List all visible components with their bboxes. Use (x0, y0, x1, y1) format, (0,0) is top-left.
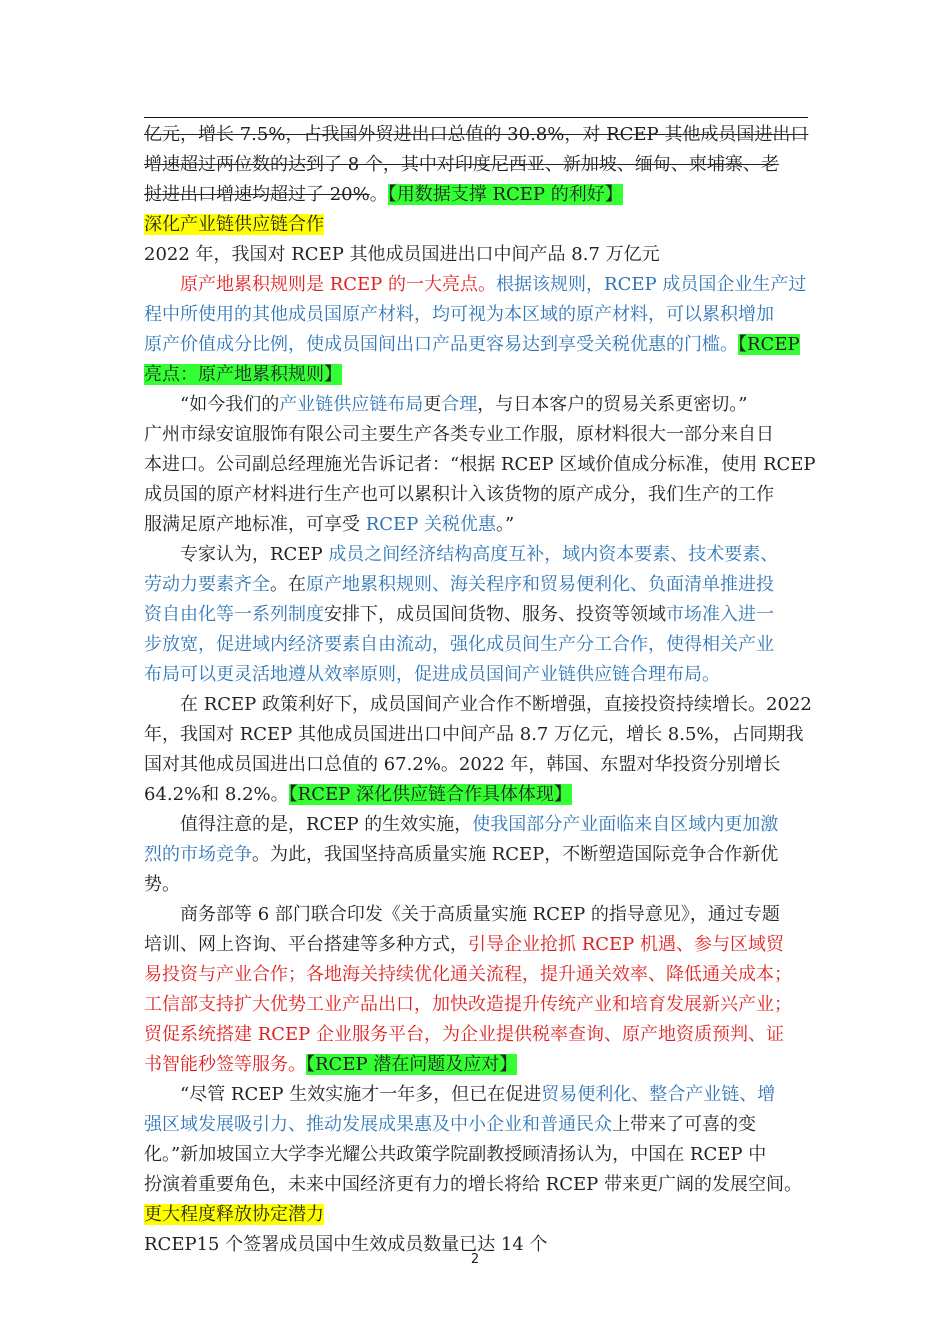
para3-line2: 广州市绿安谊服饰有限公司主要生产各类专业工作服，原材料很大一部分来自日 (144, 424, 774, 445)
annotation-tag: 【RCEP (738, 334, 800, 355)
para2-line4 (144, 360, 808, 390)
para4-line5: 布局可以更灵活地遵从效率原则，促进成员国间产业链供应链合理布局。 (144, 664, 720, 685)
section-heading-2: 更大程度释放协定潜力 (144, 1204, 324, 1225)
para1-line2: 增速超过两位数的达到了 8 个，其中对印度尼西亚、新加坡、缅甸、柬埔寨、老 (144, 154, 779, 175)
para2-line3: 原产价值成分比例，使成员国间出口产品更容易达到享受关税优惠的门槛。【RCEP (144, 334, 800, 355)
para2-line1: 原产地累积规则是 RCEP 的一大亮点。根据该规则，RCEP 成员国企业生产过 (180, 274, 807, 295)
para5-line3: 国对其他成员国进出口总值的 67.2%。2022 年，韩国、东盟对华投资分别增长 (144, 754, 781, 775)
para3-line1: “如今我们的产业链供应链布局更合理，与日本客户的贸易关系更密切。” (180, 394, 748, 415)
para3-line3: 本进口。公司副总经理施光告诉记者：“根据 RCEP 区域价值成分标准，使用 RCEP (144, 454, 816, 475)
para7-line3: 易投资与产业合作；各地海关持续优化通关流程，提升通关效率、降低通关成本； (144, 964, 792, 985)
para3-line4: 成员国的原产材料进行生产也可以累积计入该货物的原产成分，我们生产的工作 (144, 484, 774, 505)
para5-line4: 64.2%和 8.2%。【RCEP 深化供应链合作具体体现】 (144, 784, 572, 805)
para5-line2: 年，我国对 RCEP 其他成员国进出口中间产品 8.7 万亿元，增长 8.5%，占同期我 (144, 724, 804, 745)
para5-line1: 在 RCEP 政策利好下，成员国间产业合作不断增强，直接投资持续增长。2022 (180, 694, 812, 715)
section-heading-1: 深化产业链供应链合作 (144, 214, 324, 235)
para6-line1: 值得注意的是，RCEP 的生效实施，使我国部分产业面临来自区域内更加激 (180, 814, 779, 835)
para4-line3: 资自由化等一系列制度安排下，成员国间货物、服务、投资等领域市场准入进一 (144, 604, 774, 625)
section-summary-1: 2022 年，我国对 RCEP 其他成员国进出口中间产品 8.7 万亿元 (144, 244, 660, 265)
para7-line2: 培训、网上咨询、平台搭建等多种方式，引导企业抢抓 RCEP 机遇、参与区域贸 (144, 934, 785, 955)
para7-line1: 商务部等 6 部门联合印发《关于高质量实施 RCEP 的指导意见》，通过专题 (180, 904, 780, 925)
para4-line1: 专家认为，RCEP 成员之间经济结构高度互补，域内资本要素、技术要素、 (180, 544, 779, 565)
para1-line1: 亿元，增长 7.5%，占我国外贸进出口总值的 30.8%，对 RCEP 其他成员国进出口 (144, 124, 809, 145)
para6-line2: 烈的市场竞争。为此，我国坚持高质量实施 RCEP，不断塑造国际竞争合作新优 (144, 844, 779, 865)
para7-line6: 书智能秒签等服务。【RCEP 潜在问题及应对】 (144, 1054, 518, 1075)
section-summary-2: RCEP15 个签署成员国中生效成员数量已达 14 个 (144, 1234, 548, 1255)
para4-line4: 步放宽，促进域内经济要素自由流动，强化成员间生产分工合作，使得相关产业 (144, 634, 774, 655)
annotation-tag: 【RCEP 潜在问题及应对】 (306, 1054, 518, 1075)
para4-line2: 劳动力要素齐全。在原产地累积规则、海关程序和贸易便利化、负面清单推进投 (144, 574, 774, 595)
para7-line5: 贸促系统搭建 RCEP 企业服务平台，为企业提供税率查询、原产地资质预判、证 (144, 1024, 785, 1045)
document-page (144, 90, 816, 1260)
para2-line2: 程中所使用的其他成员国原产材料，均可视为本区域的原产材料，可以累积增加 (144, 304, 774, 325)
para1-line3: 挝进出口增速均超过了 20%。【用数据支撑 RCEP 的利好】 (144, 184, 623, 205)
page-number: 2 (470, 1252, 480, 1267)
para8-line1: “尽管 RCEP 生效实施才一年多，但已在促进贸易便利化、整合产业链、增 (180, 1084, 776, 1105)
para8-line2: 强区域发展吸引力、推动发展成果惠及中小企业和普通民众上带来了可喜的变 (144, 1114, 756, 1135)
para3-line5: 服满足原产地标准，可享受 RCEP 关税优惠。” (144, 514, 515, 535)
para8-line4: 扮演着重要角色，未来中国经济更有力的增长将给 RCEP 带来更广阔的发展空间。 (144, 1174, 803, 1195)
annotation-tag: 亮点：原产地累积规则】 (144, 364, 342, 385)
annotation-tag: 【RCEP 深化供应链合作具体体现】 (288, 784, 572, 805)
annotation-tag: 【用数据支撑 RCEP 的利好】 (387, 184, 623, 205)
para7-line4: 工信部支持扩大优势工业产品出口，加快改造提升传统产业和培育发展新兴产业； (144, 994, 792, 1015)
para6-line3: 势。 (144, 874, 180, 895)
para8-line3: 化。”新加坡国立大学李光耀公共政策学院副教授顾清扬认为，中国在 RCEP 中 (144, 1144, 767, 1165)
